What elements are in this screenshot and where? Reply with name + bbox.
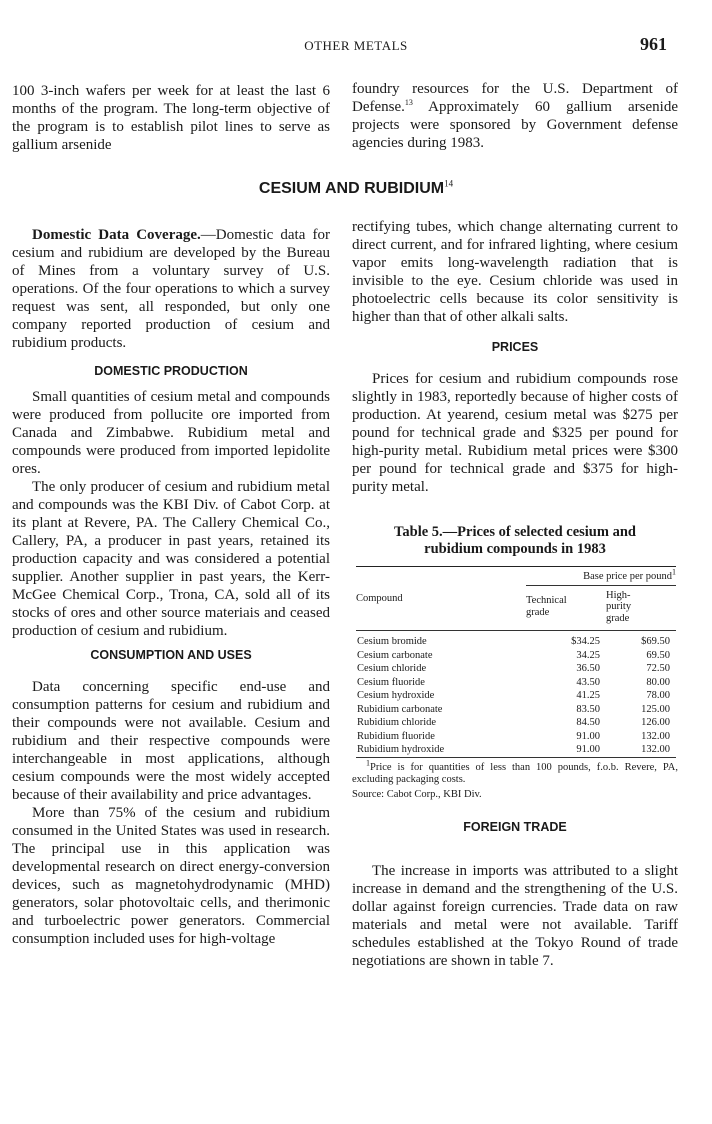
compound-name: Cesium fluoride xyxy=(357,676,425,688)
domestic-data-paragraph xyxy=(12,226,330,352)
top-right-text-a: foundry resources for the U.S. Department of Defense. xyxy=(352,81,678,115)
table-caption-line-1: Table 5.—Prices of selected cesium and xyxy=(394,524,636,540)
footnote-ref-14: 14 xyxy=(444,178,454,189)
high-purity-price: 69.50 xyxy=(646,649,670,661)
technical-price: 34.25 xyxy=(576,649,600,661)
foreign-trade-heading: FOREIGN TRADE xyxy=(463,819,567,834)
table-row xyxy=(356,649,676,663)
compound-name: Rubidium hydroxide xyxy=(357,744,445,755)
section-title xyxy=(0,180,712,198)
top-right-text-b: Approximately 60 gallium arsenide projects were sponsored by Government defense agencies during 1983. xyxy=(352,99,678,151)
col-technical-l1: Technical xyxy=(526,595,567,607)
footnote-ref-1: 1 xyxy=(672,567,676,577)
compound-name: Cesium carbonate xyxy=(357,649,433,661)
col-group-header xyxy=(526,567,676,586)
right-column xyxy=(352,218,678,970)
table-row xyxy=(356,716,676,730)
technical-price: 36.50 xyxy=(576,663,600,674)
table-source: Source: Cabot Corp., KBI Div. xyxy=(352,788,482,800)
table-row xyxy=(356,689,676,703)
table-caption xyxy=(352,524,678,558)
col-compound-header: Compound xyxy=(356,567,526,631)
high-purity-price: 80.00 xyxy=(646,676,670,688)
top-left-column xyxy=(12,82,330,154)
compound-name: Cesium bromide xyxy=(357,636,427,647)
prices-heading: PRICES xyxy=(491,340,539,354)
technical-price: 91.00 xyxy=(576,730,600,742)
table-row xyxy=(356,631,676,649)
high-purity-price: 132.00 xyxy=(641,730,670,742)
consumption-p1: Data concerning specific end-use and consumption patterns for cesium and rubidium and their compounds were not available. Cesium and rubidium and their respective compounds were interchangeable in most applications, although cesium compounds were the most widely accepted because of their availability and price advantages. xyxy=(12,679,330,803)
col-technical-l2: grade xyxy=(526,606,550,618)
technical-price: 91.00 xyxy=(576,744,600,755)
high-purity-price: 126.00 xyxy=(641,717,670,728)
section-title-text: CESIUM AND RUBIDIUM xyxy=(258,180,445,197)
table-row xyxy=(356,703,676,717)
domestic-data-text: —Domestic data for cesium and rubidium are developed by the Bureau of Mines from a voluntary survey of U.S. operations. Of the four operations to which a survey request was sent, all responded, but only one company reported production of cesium and rubidium products. xyxy=(12,227,330,351)
col-high-l1: High- xyxy=(606,589,631,601)
table-caption-line-2: rubidium compounds in 1983 xyxy=(424,541,606,557)
compound-name: Cesium hydroxide xyxy=(357,690,435,701)
table-row xyxy=(356,730,676,744)
high-purity-price: 78.00 xyxy=(646,690,670,701)
compound-name: Rubidium chloride xyxy=(357,717,437,728)
col-group-text: Base price per pound xyxy=(583,571,672,582)
col-technical-header xyxy=(526,585,606,631)
top-left-paragraph: 100 3-inch wafers per week for at least the last 6 months of the program. The long-term objective of the program is to establish pilot lines to serve as gallium arsenide xyxy=(12,83,330,153)
top-right-paragraph xyxy=(352,80,678,152)
technical-price: $34.25 xyxy=(571,636,600,647)
domestic-production-heading: DOMESTIC PRODUCTION xyxy=(94,364,248,378)
col-high-l3: grade xyxy=(606,612,630,624)
consumption-heading: CONSUMPTION AND USES xyxy=(90,648,252,662)
prices-paragraph: Prices for cesium and rubidium compounds rose slightly in 1983, reportedly because of higher costs of production. At yearend, cesium metal was $275 per pound for technical grade and $325 per pound for high-purity metal. Rubidium metal prices were $300 per pound for technical grade and $375 for high-purity metal. xyxy=(352,371,678,495)
running-title: OTHER METALS xyxy=(304,38,408,53)
technical-price: 41.25 xyxy=(576,690,600,701)
high-purity-price: 72.50 xyxy=(646,663,670,674)
high-purity-price: 125.00 xyxy=(641,703,670,715)
rectifier-paragraph: rectifying tubes, which change alternating current to direct current, and for infrared lighting, where cesium vapor emits long-wavelength radiation that is invisible to the eye. Cesium chloride was used in photoelectric cells because its color sensitivity is higher than that of other alkali salts. xyxy=(352,219,678,325)
domestic-production-p2: The only producer of cesium and rubidium metal and compounds was the KBI Div. of Cabot Corp. at its plant at Revere, PA. The Callery Chemical Co., Callery, PA, a producer in past years, retained its production capacity and was considered a potential supplier. Another supplier in past years, the Kerr-McGee Chemical Corp., Trona, CA, sold all of its stocks of ores and other source materiais and ceased production of cesium and rubidium. xyxy=(12,479,330,639)
footnote-text: Price is for quantities of less than 100 pounds, f.o.b. Revere, PA, excluding packaging costs. xyxy=(352,761,678,785)
table-row xyxy=(356,676,676,690)
compound-name: Rubidium carbonate xyxy=(357,703,443,715)
col-high-header xyxy=(606,585,676,631)
high-purity-price: 132.00 xyxy=(641,744,670,755)
foreign-trade-paragraph: The increase in imports was attributed to a slight increase in demand and the strengthening of the U.S. dollar against foreign currencies. Trade data on raw materials and metal were not available. Tariff schedules established at the Tokyo Round of trade negotiations are shown in table 7. xyxy=(352,862,678,969)
compound-name: Rubidium fluoride xyxy=(357,730,435,742)
compound-name: Cesium chloride xyxy=(357,663,427,674)
domestic-production-p1: Small quantities of cesium metal and compounds were produced from pollucite ore imported from Canada and Zimbabwe. Rubidium metal and compounds were produced from imported lepidolite ores. xyxy=(12,389,330,477)
technical-price: 43.50 xyxy=(576,676,600,688)
left-column xyxy=(12,226,330,948)
table-footnote xyxy=(352,758,678,786)
price-rows xyxy=(356,631,676,758)
page-number: 961 xyxy=(640,34,667,54)
footnote-ref-13: 13 xyxy=(404,98,413,107)
running-head xyxy=(0,34,712,58)
technical-price: 84.50 xyxy=(576,717,600,728)
domestic-data-runin: Domestic Data Coverage. xyxy=(32,227,201,243)
top-right-column xyxy=(352,80,678,152)
table-row xyxy=(356,743,676,757)
consumption-p2: More than 75% of the cesium and rubidium consumed in the United States was used in research. The principal use in this application was developmental research on direct energy-conversion devices, such as magnetohydrodynamic (MHD) generators, solar photovoltaic cells, and therimonic and turboelectric power generators. Commercial consumption included uses for high-voltage xyxy=(12,805,330,947)
technical-price: 83.50 xyxy=(576,703,600,715)
prices-table xyxy=(356,566,676,762)
col-high-l2: purity xyxy=(606,601,632,612)
footnote-marker: 1 xyxy=(366,758,370,767)
table-row xyxy=(356,662,676,676)
high-purity-price: $69.50 xyxy=(641,636,670,647)
